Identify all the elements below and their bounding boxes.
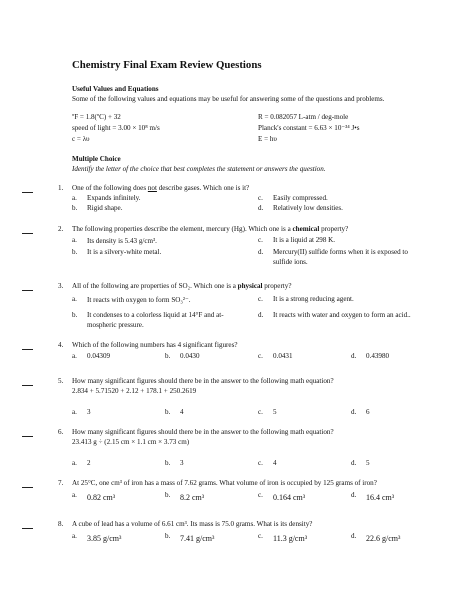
question-text: The following properties describe the element, mercury (Hg). Which one is a chemical property? bbox=[72, 225, 349, 233]
choice-a: 3 bbox=[87, 408, 91, 416]
choice-b: 8.2 cm³ bbox=[180, 493, 205, 502]
answer-blank[interactable] bbox=[22, 487, 33, 488]
choice-c: 0.0431 bbox=[273, 352, 293, 360]
choice-c: 11.3 g/cm³ bbox=[273, 534, 308, 543]
choice-letter: c. bbox=[258, 408, 263, 416]
question-number: 4. bbox=[58, 341, 64, 349]
question-number: 3. bbox=[58, 282, 64, 290]
choice-b: 0.0430 bbox=[180, 352, 200, 360]
choice-letter: a. bbox=[72, 408, 77, 416]
choice-letter: c. bbox=[258, 491, 263, 499]
useful-intro: Some of the following values and equations may be useful for answering some of the questions and problems. bbox=[72, 95, 385, 103]
choice-letter: a. bbox=[72, 491, 77, 499]
question-number: 6. bbox=[58, 428, 64, 436]
question-number: 5. bbox=[58, 377, 64, 385]
choice-letter: b. bbox=[165, 532, 171, 540]
choice-letter: b. bbox=[165, 491, 171, 499]
choice-d-continued: sulfide ions. bbox=[273, 258, 308, 266]
equation-fahrenheit: ºF = 1.8(ºC) + 32 bbox=[72, 113, 121, 121]
answer-blank[interactable] bbox=[22, 192, 33, 193]
equation-speed-of-light: speed of light = 3.00 × 10⁸ m/s bbox=[72, 124, 160, 132]
choice-c: It is a liquid at 298 K. bbox=[273, 236, 336, 244]
choice-a: Its density is 5.43 g/cm³. bbox=[87, 237, 157, 245]
choice-letter: d. bbox=[258, 248, 264, 256]
math-equation: 2.834 + 5.71520 + 2.12 + 178.1 + 250.2619 bbox=[72, 387, 197, 395]
answer-blank[interactable] bbox=[22, 233, 33, 234]
answer-blank[interactable] bbox=[22, 528, 33, 529]
mc-instructions: Identify the letter of the choice that best completes the statement or answers the question. bbox=[72, 165, 326, 173]
choice-letter: d. bbox=[351, 532, 357, 540]
choice-letter: d. bbox=[351, 352, 357, 360]
choice-b: Rigid shape. bbox=[87, 204, 123, 212]
math-equation: 23.413 g ÷ (2.15 cm × 1.1 cm × 3.73 cm) bbox=[72, 438, 190, 446]
answer-blank[interactable] bbox=[22, 436, 33, 437]
choice-c: Easily compressed. bbox=[273, 194, 328, 202]
question-number: 1. bbox=[58, 184, 64, 192]
choice-letter: b. bbox=[165, 459, 171, 467]
choice-a: 2 bbox=[87, 459, 91, 467]
choice-c: 5 bbox=[273, 408, 277, 416]
choice-letter: d. bbox=[351, 491, 357, 499]
question-number: 2. bbox=[58, 225, 64, 233]
choice-a: Expands infinitely. bbox=[87, 194, 141, 202]
choice-letter: c. bbox=[258, 459, 263, 467]
question-number: 7. bbox=[58, 479, 64, 487]
mc-heading: Multiple Choice bbox=[72, 155, 121, 163]
choice-a: 0.82 cm³ bbox=[87, 493, 116, 502]
question-text: How many significant figures should there be in the answer to the following math equation? bbox=[72, 428, 334, 436]
choice-d: 5 bbox=[366, 459, 370, 467]
choice-letter: b. bbox=[72, 311, 78, 319]
choice-letter: a. bbox=[72, 194, 77, 202]
choice-a: It reacts with oxygen to form SO₃²⁻. bbox=[87, 296, 191, 304]
choice-letter: a. bbox=[72, 352, 77, 360]
choice-c: 4 bbox=[273, 459, 277, 467]
choice-letter: a. bbox=[72, 459, 77, 467]
question-text: How many significant figures should there be in the answer to the following math equation? bbox=[72, 377, 334, 385]
choice-letter: c. bbox=[258, 194, 263, 202]
equation-gas-constant: R = 0.082057 L-atm / deg-mole bbox=[258, 113, 349, 121]
choice-b: It is a silvery-white metal. bbox=[87, 248, 162, 256]
choice-letter: b. bbox=[72, 248, 78, 256]
choice-d: Mercury(II) sulfide forms when it is exposed to bbox=[273, 248, 408, 256]
choice-b: 4 bbox=[180, 408, 184, 416]
page-title: Chemistry Final Exam Review Questions bbox=[72, 59, 262, 71]
choice-d: 6 bbox=[366, 408, 370, 416]
choice-letter: d. bbox=[258, 311, 264, 319]
choice-d: It reacts with water and oxygen to form an acid.. bbox=[273, 311, 411, 319]
choice-b: 7.41 g/cm³ bbox=[180, 534, 215, 543]
choice-c: 0.164 cm³ bbox=[273, 493, 306, 502]
choice-d: 22.6 g/cm³ bbox=[366, 534, 401, 543]
choice-d: 0.43980 bbox=[366, 352, 390, 360]
choice-letter: d. bbox=[351, 408, 357, 416]
equation-e: E = hυ bbox=[258, 135, 277, 143]
question-text: A cube of lead has a volume of 6.61 cm³. Its mass is 75.0 grams. What is its density? bbox=[72, 520, 313, 528]
question-text: Which of the following numbers has 4 significant figures? bbox=[72, 341, 238, 349]
choice-letter: b. bbox=[72, 204, 78, 212]
choice-letter: b. bbox=[165, 352, 171, 360]
choice-b: 3 bbox=[180, 459, 184, 467]
choice-d: Relatively low densities. bbox=[273, 204, 343, 212]
question-text: One of the following does not describe gases. Which one is it? bbox=[72, 184, 250, 192]
question-text: At 25°C, one cm³ of iron has a mass of 7.62 grams. What volume of iron is occupied by 125 grams of iron? bbox=[72, 479, 377, 487]
choice-letter: c. bbox=[258, 352, 263, 360]
choice-a: 0.04309 bbox=[87, 352, 111, 360]
answer-blank[interactable] bbox=[22, 290, 33, 291]
choice-letter: c. bbox=[258, 532, 263, 540]
answer-blank[interactable] bbox=[22, 385, 33, 386]
choice-letter: d. bbox=[258, 204, 264, 212]
choice-letter: c. bbox=[258, 236, 263, 244]
choice-letter: a. bbox=[72, 295, 77, 303]
choice-letter: a. bbox=[72, 236, 77, 244]
question-number: 8. bbox=[58, 520, 64, 528]
choice-letter: c. bbox=[258, 295, 263, 303]
choice-b-continued: mospheric pressure. bbox=[87, 321, 144, 329]
choice-c: It is a strong reducing agent. bbox=[273, 295, 354, 303]
equation-c: c = λυ bbox=[72, 135, 90, 143]
choice-d: 16.4 cm³ bbox=[366, 493, 395, 502]
choice-a: 3.85 g/cm³ bbox=[87, 534, 122, 543]
question-text: All of the following are properties of SO₂. Which one is a physical property? bbox=[72, 282, 292, 290]
choice-letter: b. bbox=[165, 408, 171, 416]
answer-blank[interactable] bbox=[22, 349, 33, 350]
equation-planck: Planck's constant = 6.63 × 10⁻³⁴ J•s bbox=[258, 124, 360, 132]
choice-letter: a. bbox=[72, 532, 77, 540]
choice-letter: d. bbox=[351, 459, 357, 467]
useful-heading: Useful Values and Equations bbox=[72, 85, 159, 93]
choice-b: It condenses to a colorless liquid at 14°F and at- bbox=[87, 311, 224, 319]
